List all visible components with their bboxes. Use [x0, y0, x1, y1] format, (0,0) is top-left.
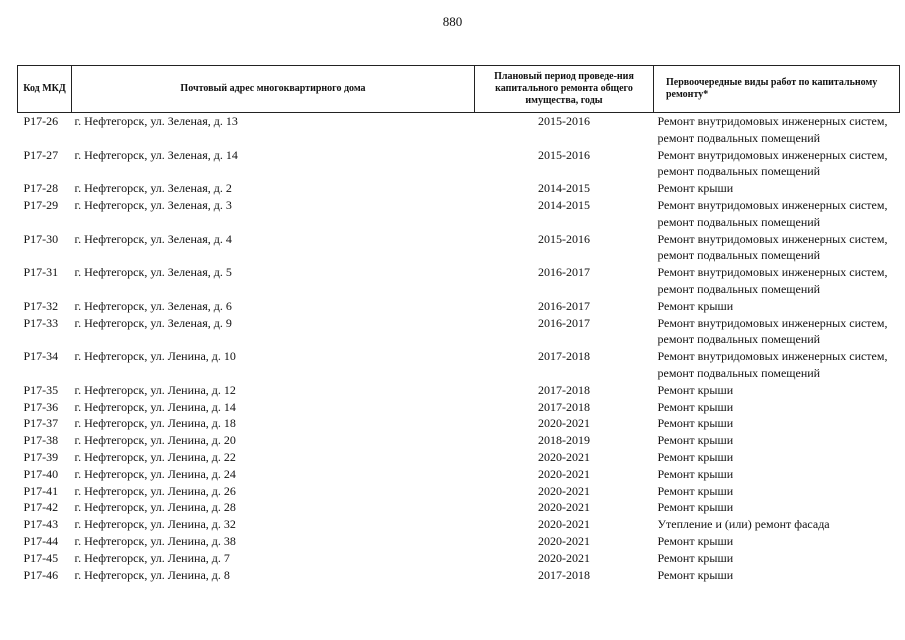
- table-row: [18, 466, 900, 483]
- cell-works: [654, 264, 900, 298]
- table-row: [18, 499, 900, 516]
- works-line: Ремонт внутридомовых инженерных систем,: [657, 349, 888, 364]
- table-row: [18, 147, 900, 181]
- header-works: Первоочередные виды работ по капитальному ремонту*: [654, 66, 900, 113]
- works-line: Ремонт внутридомовых инженерных систем,: [657, 114, 888, 128]
- cell-code: Р17-29: [23, 197, 59, 212]
- cell-works: [654, 483, 900, 500]
- table-row: [18, 113, 900, 147]
- table-row: [18, 180, 900, 197]
- cell-works: [654, 432, 900, 449]
- table-row: [18, 567, 900, 584]
- works-line: Ремонт внутридомовых инженерных систем,: [657, 315, 888, 330]
- cell-address: г. Нефтегорск, ул. Ленина, д. 28: [74, 500, 236, 515]
- works-line: ремонт подвальных помещений: [657, 281, 821, 296]
- cell-period: 2016-2017: [538, 265, 590, 280]
- cell-address: г. Нефтегорск, ул. Ленина, д. 7: [74, 550, 230, 565]
- works-line: Ремонт крыши: [657, 550, 734, 565]
- cell-code: Р17-28: [23, 181, 59, 196]
- cell-period: 2014-2015: [538, 181, 590, 196]
- works-line: ремонт подвальных помещений: [657, 164, 821, 179]
- cell-code: Р17-27: [23, 147, 59, 162]
- works-line: ремонт подвальных помещений: [657, 130, 821, 145]
- cell-code: Р17-42: [23, 500, 59, 515]
- header-row: [18, 66, 900, 113]
- cell-works: [654, 567, 900, 584]
- table-row: [18, 382, 900, 399]
- works-line: ремонт подвальных помещений: [657, 248, 821, 263]
- cell-address: г. Нефтегорск, ул. Ленина, д. 22: [74, 449, 236, 464]
- cell-code: Р17-43: [23, 517, 59, 532]
- works-line: Ремонт крыши: [657, 567, 734, 582]
- cell-code: Р17-31: [23, 265, 59, 280]
- cell-works: [654, 399, 900, 416]
- cell-works: [654, 550, 900, 567]
- table-row: [18, 415, 900, 432]
- cell-period: 2020-2021: [538, 517, 590, 532]
- cell-code: Р17-38: [23, 433, 59, 448]
- works-line: Ремонт крыши: [657, 449, 734, 464]
- cell-code: Р17-44: [23, 533, 59, 548]
- table-row: [18, 432, 900, 449]
- cell-period: 2020-2021: [538, 550, 590, 565]
- cell-code: Р17-30: [23, 231, 59, 246]
- cell-address: г. Нефтегорск, ул. Ленина, д. 18: [74, 416, 236, 431]
- cell-code: Р17-41: [23, 483, 59, 498]
- works-line: Ремонт крыши: [657, 500, 734, 515]
- header-period: Плановый период проведе-ния капитального ремонта общего имущества, годы: [475, 66, 654, 113]
- table-row: [18, 399, 900, 416]
- page-number: 880: [442, 14, 463, 29]
- repair-plan-table-wrap: [17, 65, 899, 583]
- cell-period: 2016-2017: [538, 315, 590, 330]
- table-row: [18, 298, 900, 315]
- cell-address: г. Нефтегорск, ул. Зеленая, д. 13: [74, 114, 238, 128]
- works-line: Ремонт крыши: [657, 416, 734, 431]
- table-row: [18, 264, 900, 298]
- cell-address: г. Нефтегорск, ул. Ленина, д. 8: [74, 567, 230, 582]
- works-line: Ремонт внутридомовых инженерных систем,: [657, 147, 888, 162]
- cell-address: г. Нефтегорск, ул. Ленина, д. 24: [74, 466, 236, 481]
- cell-code: Р17-34: [23, 349, 59, 364]
- cell-address: г. Нефтегорск, ул. Ленина, д. 10: [74, 349, 236, 364]
- works-line: Ремонт крыши: [657, 433, 734, 448]
- table-row: [18, 449, 900, 466]
- cell-code: Р17-26: [23, 114, 59, 128]
- cell-works: [654, 499, 900, 516]
- table-row: [18, 550, 900, 567]
- cell-works: [654, 298, 900, 315]
- cell-period: 2014-2015: [538, 197, 590, 212]
- table-row: [18, 315, 900, 349]
- cell-address: г. Нефтегорск, ул. Зеленая, д. 5: [74, 265, 232, 280]
- cell-works: [654, 533, 900, 550]
- cell-period: 2017-2018: [538, 567, 590, 582]
- works-line: Ремонт внутридомовых инженерных систем,: [657, 265, 888, 280]
- cell-period: 2020-2021: [538, 533, 590, 548]
- cell-period: 2015-2016: [538, 147, 590, 162]
- works-line: Ремонт крыши: [657, 533, 734, 548]
- cell-code: Р17-35: [23, 382, 59, 397]
- table-row: [18, 533, 900, 550]
- cell-period: 2020-2021: [538, 483, 590, 498]
- cell-code: Р17-40: [23, 466, 59, 481]
- works-line: Ремонт крыши: [657, 399, 734, 414]
- works-line: Ремонт крыши: [657, 466, 734, 481]
- table-body: [18, 113, 900, 584]
- cell-address: г. Нефтегорск, ул. Зеленая, д. 4: [74, 231, 232, 246]
- cell-works: [654, 113, 900, 147]
- repair-plan-table: [17, 65, 900, 583]
- cell-period: 2018-2019: [538, 433, 590, 448]
- table-row: [18, 483, 900, 500]
- cell-code: Р17-39: [23, 449, 59, 464]
- table-row: [18, 516, 900, 533]
- cell-works: [654, 180, 900, 197]
- cell-address: г. Нефтегорск, ул. Ленина, д. 26: [74, 483, 236, 498]
- cell-address: г. Нефтегорск, ул. Зеленая, д. 6: [74, 298, 232, 313]
- works-line: Ремонт крыши: [657, 483, 734, 498]
- cell-period: 2020-2021: [538, 449, 590, 464]
- works-line: ремонт подвальных помещений: [657, 332, 821, 347]
- header-address: Почтовый адрес многоквартирного дома: [72, 66, 475, 113]
- cell-code: Р17-32: [23, 298, 59, 313]
- cell-works: [654, 382, 900, 399]
- table-header: [18, 66, 900, 113]
- cell-code: Р17-37: [23, 416, 59, 431]
- cell-address: г. Нефтегорск, ул. Ленина, д. 20: [74, 433, 236, 448]
- cell-code: Р17-45: [23, 550, 59, 565]
- cell-period: 2015-2016: [538, 114, 590, 128]
- cell-address: г. Нефтегорск, ул. Зеленая, д. 14: [74, 147, 238, 162]
- works-line: Ремонт крыши: [657, 298, 734, 313]
- table-row: [18, 231, 900, 265]
- cell-works: [654, 197, 900, 231]
- cell-period: 2017-2018: [538, 399, 590, 414]
- header-code: Код МКД: [18, 66, 72, 113]
- cell-works: [654, 415, 900, 432]
- cell-works: [654, 315, 900, 349]
- cell-code: Р17-46: [23, 567, 59, 582]
- cell-address: г. Нефтегорск, ул. Зеленая, д. 3: [74, 197, 232, 212]
- cell-code: Р17-36: [23, 399, 59, 414]
- cell-works: [654, 466, 900, 483]
- cell-address: г. Нефтегорск, ул. Зеленая, д. 9: [74, 315, 232, 330]
- table-row: [18, 348, 900, 382]
- cell-address: г. Нефтегорск, ул. Зеленая, д. 2: [74, 181, 232, 196]
- cell-works: [654, 147, 900, 181]
- works-line: Утепление и (или) ремонт фасада: [657, 517, 830, 532]
- cell-period: 2017-2018: [538, 382, 590, 397]
- cell-period: 2017-2018: [538, 349, 590, 364]
- cell-works: [654, 449, 900, 466]
- cell-address: г. Нефтегорск, ул. Ленина, д. 14: [74, 399, 236, 414]
- works-line: Ремонт внутридомовых инженерных систем,: [657, 231, 888, 246]
- works-line: ремонт подвальных помещений: [657, 214, 821, 229]
- cell-works: [654, 348, 900, 382]
- cell-works: [654, 231, 900, 265]
- table-row: [18, 197, 900, 231]
- cell-period: 2020-2021: [538, 500, 590, 515]
- cell-works: [654, 516, 900, 533]
- cell-period: 2020-2021: [538, 416, 590, 431]
- works-line: Ремонт внутридомовых инженерных систем,: [657, 197, 888, 212]
- works-line: Ремонт крыши: [657, 181, 734, 196]
- works-line: ремонт подвальных помещений: [657, 365, 821, 380]
- cell-period: 2015-2016: [538, 231, 590, 246]
- cell-address: г. Нефтегорск, ул. Ленина, д. 38: [74, 533, 236, 548]
- cell-code: Р17-33: [23, 315, 59, 330]
- cell-period: 2016-2017: [538, 298, 590, 313]
- cell-address: г. Нефтегорск, ул. Ленина, д. 12: [74, 382, 236, 397]
- works-line: Ремонт крыши: [657, 382, 734, 397]
- cell-period: 2020-2021: [538, 466, 590, 481]
- cell-address: г. Нефтегорск, ул. Ленина, д. 32: [74, 517, 236, 532]
